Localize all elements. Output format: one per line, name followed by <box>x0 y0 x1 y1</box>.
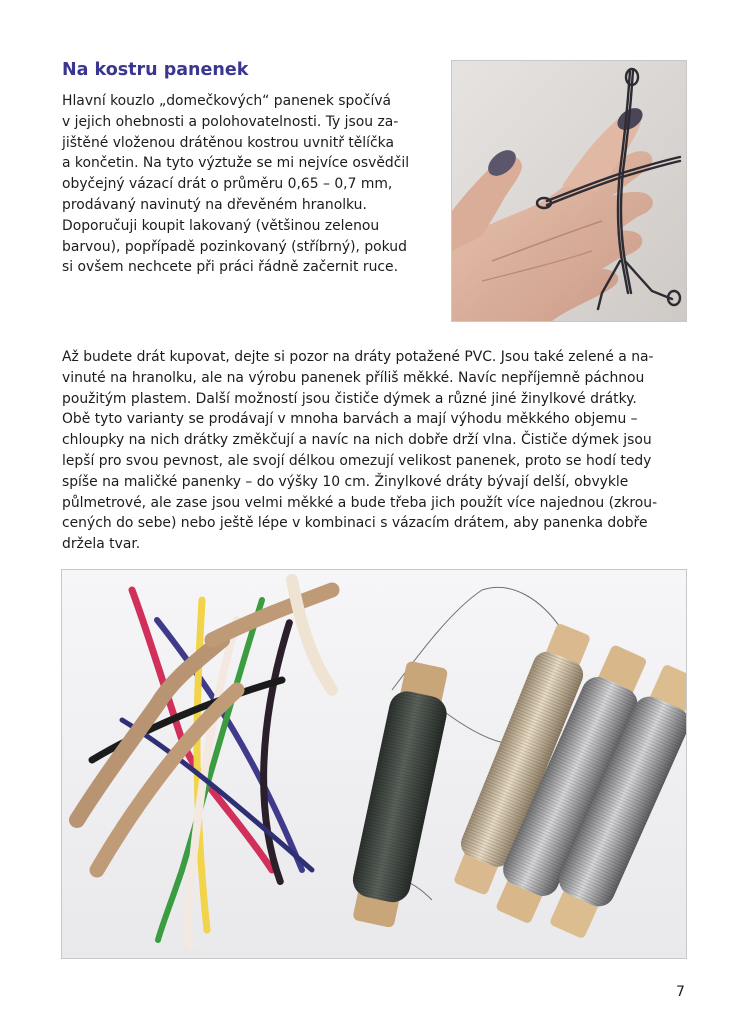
text-line: jištěné vloženou drátěnou kostrou uvnitř tělíčka <box>62 134 394 151</box>
text-line: půlmetrové, ale zase jsou velmi měkké a bude třeba jich použít více najednou (zkrou- <box>62 494 658 511</box>
text-line: a končetin. Na tyto výztuže se mi nejvíce osvědčil <box>62 155 410 172</box>
text-line: obyčejný vázací drát o průměru 0,65 – 0,7 mm, <box>62 176 393 193</box>
text-line: spíše na maličké panenky – do výšky 10 cm. Žinylkové dráty bývají delší, obvykle <box>62 473 629 490</box>
text-line: vinuté na hranolku, ale na výrobu panenek příliš měkké. Navíc nepříjemně páchnou <box>62 369 645 386</box>
text-line: lepší pro svou pevnost, ale svojí délkou omezují velikost panenek, proto se hodí tedy <box>62 452 652 469</box>
text-line: Hlavní kouzlo „domečkových“ panenek spočívá <box>62 93 392 109</box>
text-line: chloupky na nich drátky změkčují a navíc na nich dobře drží vlna. Čističe dýmek jsou <box>62 432 652 449</box>
wire-spools-photo <box>61 569 687 959</box>
text-line: Obě tyto varianty se prodávají v mnoha barvách a mají výhodu měkkého objemu – <box>62 411 638 428</box>
hand-wire-illustration <box>452 61 686 321</box>
section-heading: Na kostru panenek <box>62 60 249 80</box>
hand-wire-photo <box>451 60 687 322</box>
text-line: v jejich ohebnosti a polohovatelnosti. Ty jsou za- <box>62 113 399 130</box>
intro-paragraph <box>62 91 409 278</box>
text-line: Doporučuji koupit lakovaný (většinou zelenou <box>62 217 380 234</box>
text-line: použitým plastem. Další možností jsou čističe dýmek a různé jiné žinylkové drátky. <box>62 390 637 407</box>
text-line: Až budete drát kupovat, dejte si pozor na dráty potažené PVC. Jsou také zelené a na- <box>62 349 654 365</box>
text-line: prodávaný navinutý na dřevěném hranolku. <box>62 196 367 213</box>
text-line: cených do sebe) nebo ještě lépe v kombinaci s vázacím drátem, aby panenka dobře <box>62 515 648 532</box>
text-line: barvou), popřípadě pozinkovaný (stříbrný), pokud <box>62 238 407 255</box>
main-paragraph <box>62 347 657 555</box>
wire-spools-illustration <box>62 570 686 958</box>
text-line: si ovšem nechcete při práci řádně začernit ruce. <box>62 259 398 276</box>
text-line: držela tvar. <box>62 536 141 553</box>
page-number: 7 <box>676 984 685 1000</box>
